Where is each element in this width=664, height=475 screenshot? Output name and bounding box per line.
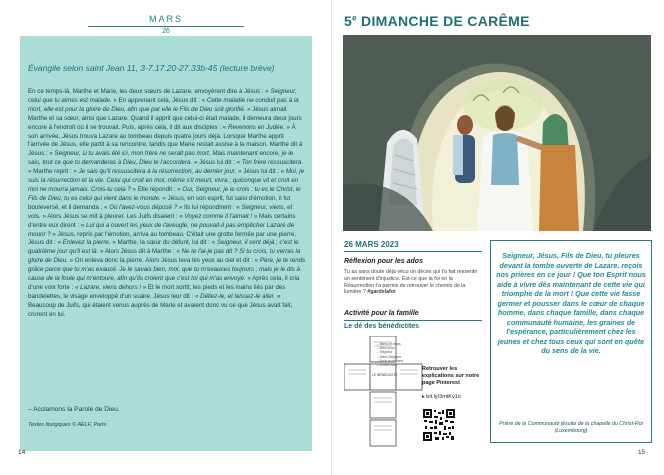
gospel-segment: » Jésus, en son esprit, fut saisi d'émotion, il fut bouleversé, et il demanda : « (28, 194, 291, 211)
gospel-segment: » On enleva donc la pierre. Alors Jésus leva les yeux au ciel et dit : « (67, 257, 260, 265)
gospel-text (28, 88, 306, 320)
right-page (332, 0, 664, 475)
gospel-segment: Ne te l'ai-je pas dit ? Si tu crois, tu verras la gloire de Dieu. (28, 248, 301, 265)
gospel-segment: » En apprenant cela, Jésus dit : « (111, 96, 207, 104)
ados-hashtag: #gardelafoi (367, 289, 396, 296)
month-header: MARS (148, 14, 183, 24)
gospel-segment: » Mais certains d'entre eux dirent : « (28, 212, 296, 229)
dice-list: – Bénis ce repas – Merci pour – Seigneur – Bénis Seigneur – Nous te rendons – Donne-nous (377, 342, 404, 368)
gospel-segment: » Jésus lui dit : « (192, 159, 242, 167)
date-divider (344, 251, 482, 252)
illustration-svg (343, 35, 651, 231)
page-number-left: 14 (18, 449, 26, 456)
gospel-title: Évangile selon saint Jean 11, 3-7.17.20-27.33b-45 (lecture brève) (28, 63, 275, 73)
pinterest-url: bit.ly/3mtKv1o (426, 394, 461, 400)
ados-heading: Réflexion pour les ados (344, 258, 423, 265)
gospel-segment: Lui qui a ouvert les yeux de l'aveugle, ne pouvait-il pas empêcher Lazare de mourir ? (28, 221, 295, 238)
pinterest-link[interactable] (422, 394, 461, 400)
title-ordinal: e (352, 13, 357, 23)
gospel-segment: Lazare, viens dehors ! (80, 283, 141, 291)
acclamation: – Acclamons la Parole de Dieu. (28, 406, 120, 413)
family-heading: Activité pour la famille (344, 310, 419, 317)
gospel-segment: Seigneur, il sent déjà ; c'est le quatrième jour qu'il est là. (28, 239, 299, 256)
gospel-segment: » Jésus, repris par l'émotion, arriva au tombeau. C'était une grotte fermée par une pierre. Jésus dit : « (28, 230, 297, 247)
title-number: 5 (344, 13, 353, 29)
gospel-segment: Je sais qu'il ressuscitera à la résurrection, au dernier jour. (78, 168, 237, 176)
title-text: DIMANCHE DE CARÊME (356, 13, 530, 29)
gospel-segment: Cette maladie ne conduit pas à la mort, elle est pour la gloire de Dieu, afin que par elle le Fils de Dieu soit glorifié. (28, 96, 299, 113)
page-number-right: 15 (638, 449, 646, 456)
family-divider (344, 320, 482, 321)
gospel-segment: Voyez comme il l'aimait ! (184, 212, 253, 220)
gospel-segment: » Marthe reprit : « (28, 168, 79, 176)
gospel-segment: » Elle répondit : « (130, 185, 183, 193)
dice-center-label: LE BÉNÉDICITÉ (372, 373, 398, 377)
gospel-segment: » Et le mort sortit, les pieds et les mains liés par des bandelettes, le visage enveloppé d'un suaire. Jésus leur dit : « (28, 283, 286, 300)
gospel-segment: » Alors Jésus dit à Marthe : « (98, 248, 182, 256)
gospel-segment: » Ils lui répondirent : « (177, 203, 242, 211)
gospel-segment: Oui, Seigneur, je le crois : tu es le Christ, le Fils de Dieu, tu es celui qui vient dans le monde. (28, 185, 301, 202)
gospel-segment: Ton frère ressuscitera. (241, 159, 304, 167)
gospel-segment: Père, je te rends grâce parce que tu m'as exaucé. Je le savais bien, moi, que tu m'exauces toujours ; mais je le dis à cause de la foule qui m'entoure, afin qu'ils croient que c'est toi qui m'as envoyé. (28, 257, 306, 283)
gospel-segment: » Après cela, il cria d'une voix forte : « (28, 275, 300, 291)
gospel-segment: » Jésus aimait Marthe et sa sœur, ainsi que Lazare. Quand il apprit que celui-ci était malade, il demeura deux jours encore à l'endroit où il se trouvait. Puis, après cela, il dit aux disciples : « (28, 105, 302, 131)
pinterest-text: Retrouver les explications sur notre page Pinterest (422, 366, 480, 386)
qr-code[interactable] (422, 408, 456, 442)
gospel-segment: » Beaucoup de Juifs, qui étaient venus auprès de Marie et avaient donc vu ce que Jésus avait fait, crurent en lui. (28, 292, 293, 318)
gospel-segment: Seigneur, viens, et vois. (28, 203, 293, 220)
ados-text (344, 269, 484, 296)
gospel-segment: Seigneur, si tu avais été ici, mon frère ne serait pas mort. Mais maintenant encore, je le sais, tout ce que tu demanderas à Dieu, Dieu te l'accordera. (28, 150, 294, 167)
page-title (344, 13, 530, 29)
date-heading: 26 MARS 2023 (344, 240, 399, 249)
gospel-segment: Revenons en Judée. (227, 123, 285, 131)
copyright-credit: Textes liturgiques © AELF, Paris (28, 422, 107, 428)
prayer-source: Prière de la Communauté jésuite de la chapelle du Christ-Roi (Luxembourg) (499, 421, 643, 434)
gospel-segment: » À son arrivée, Jésus trouva Lazare au tombeau depuis quatre jours déjà. Lorsque Marthe apprit l'arrivée de Jésus, elle partit à sa rencontre, tandis que Marie restait assise à la maison. Marthe dit à Jésus : « (28, 123, 303, 158)
gospel-segment: Seigneur, celui que tu aimes est malade. (28, 88, 297, 104)
gospel-segment: » Jésus lui dit : « (236, 168, 286, 176)
gospel-segment: Où l'avez-vous déposé ? (109, 203, 178, 211)
gospel-segment: » Alors Jésus se mit à pleurer. Les Juifs disaient : « (40, 212, 185, 220)
day-number: 26 (162, 28, 170, 35)
ados-body: Tu as sans doute déjà vécu un décès qui t'a fait ressentir un sentiment d'injustice. Est-ce que la foi en la Résurrection t'a permis de retrouver le chemin de la lumière ? (344, 269, 478, 296)
gospel-segment: » Marthe, la sœur du défunt, lui dit : « (110, 239, 217, 247)
gospel-segment: En ce temps-là, Marthe et Marie, les deux sœurs de Lazare, envoyèrent dire à Jésus : « (28, 88, 271, 95)
raising-of-lazarus-illustration (343, 35, 651, 231)
month-divider (88, 26, 244, 27)
prayer-text: Seigneur, Jésus, Fils de Dieu, tu pleures devant la tombe ouverte de Lazare, reçois nos prières en ce jour ! Que ton Esprit nous aide à vivre dès maintenant de cette vie qui triomphe de la mort ! Que cette vie fasse germer et pousser dans le cœur de chaque homme, dans chaque famille, dans chaque communauté humaine, les graines de l'espérance, particulièrement chez les jeunes et chez tous ceux qui sont en quête du sens de la vie. (496, 251, 646, 355)
family-activity-title: Le dé des bénédictites (344, 323, 420, 330)
link-arrow-icon: ▸ (422, 394, 427, 400)
gospel-segment: Déliez-le, et laissez-le aller. (200, 292, 276, 300)
gospel-segment: Moi, je suis la résurrection et la vie. Celui qui croit en moi, même s'il meurt, vivra ; quiconque vit et croit en moi ne mourra jamais. Crois-tu cela ? (28, 168, 305, 193)
gospel-segment: Enlevez la pierre. (62, 239, 111, 247)
